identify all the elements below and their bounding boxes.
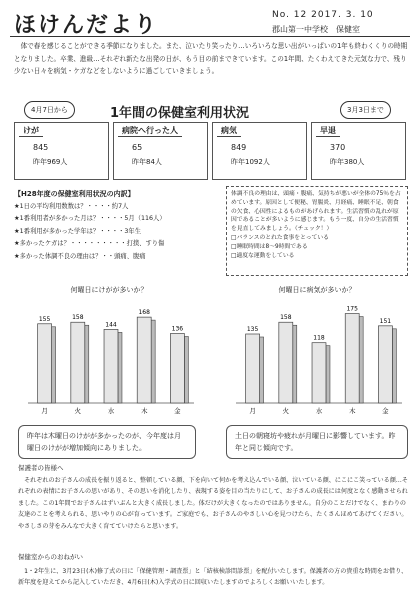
- stat-value: 370: [330, 143, 346, 152]
- category-label: 火: [74, 407, 82, 415]
- bar-side: [151, 320, 155, 403]
- category-label: 木: [348, 407, 356, 415]
- stat-injury: [14, 122, 109, 180]
- banner-start-date: 4月7日から: [24, 101, 75, 119]
- bar-rect: [170, 333, 184, 403]
- bar: [345, 314, 363, 403]
- request-body: 1・2年生に、3月23日(木)修了式の日に「保健管理・調査票」と「結核検診問診票」を配付いたします。保護者の方の貴重な時間をお借り、新年度を迎えてから記入していただき、4月6日(木)入学式の日に回収いたしますのでよろしくお願いいたします。: [18, 568, 408, 587]
- category-label: 火: [282, 407, 290, 415]
- injury-comment: 昨年は木曜日のけがが多かったのが、今年度は月曜日のけがが増加傾向にありました。: [18, 425, 196, 459]
- stat-hospital: [113, 122, 208, 180]
- care-body: それぞれのお子さんの成長を振り返ると、整頓している顔、下を向いて何かを考え込んでいる顔、泣いている顔、にこにこ笑っている顔…それぞれの表情にお子さんの思いがあり、その思いを消化したり、表現する姿を目の当たりにして、お子さんの成長には何度となく感動させられました。この1年間でお子さんはずいぶんと大きく成長しました。体だけが大きくなったのではありません。自分のことだけでなく、まわりの友達のことを考えられる、思いやりの心が育っています。ご家庭でも、お子さんのやさしい心を見つけたら、たくさんほめてあげてください。やさしさの芽をみんなで大きく育てていけたらと思います。: [18, 477, 408, 530]
- category-label: 水: [107, 407, 115, 415]
- stats-row: [14, 122, 406, 180]
- category-label: 金: [382, 407, 389, 415]
- bar-side: [118, 332, 122, 403]
- bar-side: [359, 317, 363, 403]
- bar: [279, 322, 297, 403]
- bar: [38, 324, 56, 403]
- summary-item: ★1日の平均利用数数は？・・・・約7人: [14, 202, 129, 210]
- data-label: 155: [38, 315, 51, 323]
- bar-rect: [345, 314, 359, 403]
- bar-side: [184, 336, 188, 403]
- stat-label: 病院へ行った人: [118, 125, 182, 137]
- illness-comment: 土日の朝寝坊や疲れが月曜日に影響しています。昨年と同じ傾向です。: [226, 425, 408, 459]
- category-label: 金: [174, 407, 181, 415]
- bar-rect: [378, 326, 392, 403]
- bar-side: [326, 346, 330, 403]
- chart-title: 何曜日に病気が多いか？: [278, 286, 356, 294]
- category-label: 月: [41, 407, 48, 415]
- data-label: 158: [280, 314, 292, 322]
- checklist-item: □睡眠時間は8～9時間である: [231, 243, 308, 250]
- header-divider: [10, 36, 410, 37]
- banner-title: 1年間の保健室利用状況: [110, 106, 250, 121]
- checklist-item: □適度な運動をしている: [231, 252, 295, 259]
- bar-rect: [312, 343, 326, 403]
- checklist-text: 体調不良の理由は、頭痛・腹痛、気持ちが悪いが全体の75％を占めています。原因として便秘、胃腸炎、月経痛、睡眠不足、朝食の欠食、心因性によるものがあげられます。生活習慣の乱れが原因であることが多いように感じます。もう一度、自分の生活習慣を見直してみましょう。（チェック！）: [231, 191, 401, 233]
- summary-item: ★1番利用者が多かった月は？・・・・5月（116人）: [14, 215, 166, 222]
- bar-side: [52, 327, 56, 403]
- stat-value: 845: [33, 143, 49, 152]
- bar: [312, 343, 330, 403]
- intro-paragraph: 体で春を感じることができる季節になりました。また、泣いたり笑ったり…いろいろな思い出がいっぱいの1年も終わくくりの時期となりました。卒業、進級…それぞれ新たな出発の日が、もう目の前まできています。この1年間、たくわえてきた元気な力で、残り少ない日々を病気・ケガなどをしないように過ごしていきましょう。: [14, 42, 408, 75]
- bar-side: [260, 337, 264, 403]
- stat-label: 早退: [316, 125, 340, 137]
- data-label: 168: [138, 309, 150, 317]
- bar-rect: [246, 334, 260, 403]
- care-heading: 保護者の皆様へ: [18, 464, 64, 472]
- usage-summary: [14, 188, 224, 263]
- bar-rect: [279, 322, 293, 403]
- summary-item: ★1番利用が多かった学年は？・・・・3年生: [14, 227, 142, 235]
- stat-detail: 昨年1092人: [231, 158, 270, 166]
- summary-item: ★多かった体調不良の理由は？・・頭痛、腹痛: [14, 252, 146, 260]
- stat-illness: [212, 122, 307, 180]
- bar-rect: [38, 324, 52, 403]
- bar-side: [293, 325, 297, 403]
- stat-value: 65: [132, 143, 143, 152]
- illness-chart-svg: [222, 295, 412, 425]
- chart-title: 何曜日にけがが多いか？: [70, 286, 148, 294]
- data-label: 135: [246, 326, 259, 333]
- bar: [104, 329, 122, 403]
- stat-detail: 昨年969人: [33, 158, 68, 166]
- stat-early-leave: [311, 122, 406, 180]
- request-heading: 保健室からのおねがい: [18, 553, 83, 561]
- data-label: 136: [171, 325, 184, 333]
- lifestyle-checklist: [226, 186, 408, 276]
- school-name: 郡山第一中学校 保健室: [272, 25, 360, 34]
- category-label: 水: [315, 407, 323, 415]
- bar: [71, 322, 89, 403]
- data-label: 175: [346, 305, 358, 313]
- stat-value: 849: [231, 143, 247, 152]
- data-label: 118: [313, 334, 325, 342]
- bar-rect: [71, 322, 85, 403]
- banner-end-date: 3月3日まで: [340, 101, 391, 119]
- data-label: 151: [379, 317, 392, 325]
- category-label: 月: [249, 407, 256, 415]
- bar-side: [85, 325, 89, 403]
- stat-label: 病気: [217, 125, 241, 137]
- data-label: 144: [105, 321, 117, 329]
- bar-rect: [137, 317, 151, 403]
- bar: [246, 334, 264, 403]
- checklist-item: □バランスのとれた食事をとっている: [231, 234, 329, 241]
- data-label: 158: [72, 314, 84, 322]
- bar: [137, 317, 155, 403]
- injury-chart-svg: [14, 295, 204, 425]
- bar: [378, 326, 396, 403]
- injury-chart: [14, 285, 204, 425]
- stat-detail: 昨年380人: [330, 158, 365, 166]
- bar-rect: [104, 329, 118, 403]
- usage-banner: [10, 100, 410, 122]
- issue-number: No. 12 2017. 3. 10: [272, 10, 374, 20]
- stat-detail: 昨年84人: [132, 158, 162, 166]
- bar-side: [392, 329, 396, 403]
- category-label: 木: [140, 407, 148, 415]
- summary-heading: 【H28年度の保健室利用状況の内訳】: [14, 190, 135, 198]
- stat-label: けが: [19, 125, 43, 137]
- bar: [170, 333, 188, 403]
- illness-chart: [222, 285, 412, 425]
- page-title: ほけんだより: [14, 13, 159, 38]
- summary-item: ★多かったケガは？・・・・・・・・・打撲、すり傷: [14, 240, 165, 247]
